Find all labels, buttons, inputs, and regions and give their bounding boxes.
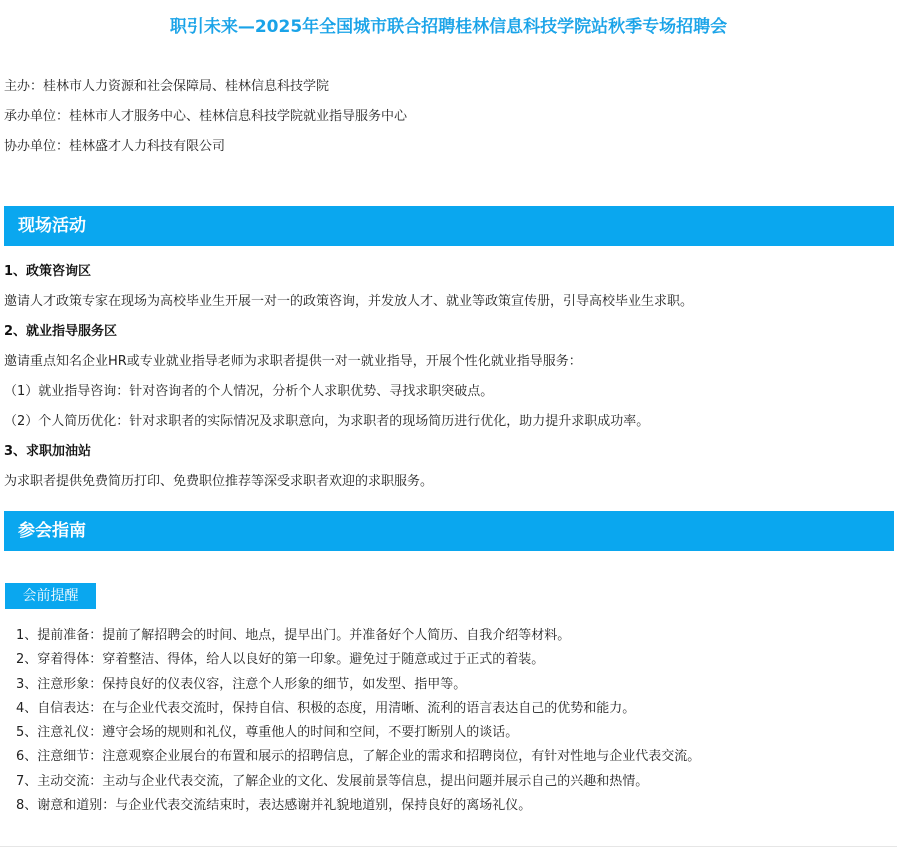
list-item: 3、注意形象：保持良好的仪表仪容，注意个人形象的细节，如发型、指甲等。 [16,676,467,692]
list-item: 4、自信表达：在与企业代表交流时，保持自信、积极的态度，用清晰、流利的语言表达自己的优势和能力。 [16,700,636,716]
section-header-guide: 参会指南 [4,511,894,551]
zone1-heading: 1、政策咨询区 [4,264,92,279]
co-organizer-line: 协办单位：桂林盛才人力科技有限公司 [4,139,226,154]
zone1-text: 邀请人才政策专家在现场为高校毕业生开展一对一的政策咨询，并发放人才、就业等政策宣传册，引导高校毕业生求职。 [4,294,694,309]
list-item: 6、注意细节：注意观察企业展台的布置和展示的招聘信息，了解企业的需求和招聘岗位，有针对性地与企业代表交流。 [16,749,701,765]
list-item: 7、主动交流：主动与企业代表交流，了解企业的文化、发展前景等信息，提出问题并展示自己的兴趣和热情。 [16,773,649,789]
list-item: 8、谢意和道别：与企业代表交流结束时，表达感谢并礼貌地道别，保持良好的离场礼仪。 [16,798,532,814]
zone2-item2: （2）个人简历优化：针对求职者的实际情况及求职意向，为求职者的现场简历进行优化，助力提升求职成功率。 [4,414,650,429]
list-item: 5、注意礼仪：遵守会场的规则和礼仪，尊重他人的时间和空间，不要打断别人的谈话。 [16,725,519,741]
list-item: 2、穿着得体：穿着整洁、得体，给人以良好的第一印象。避免过于随意或过于正式的着装。 [16,652,545,668]
zone2-item1: （1）就业指导咨询：针对咨询者的个人情况，分析个人求职优势、寻找求职突破点。 [4,384,494,399]
host-line: 主办：桂林市人力资源和社会保障局、桂林信息科技学院 [4,79,330,94]
section-header-onsite: 现场活动 [4,206,894,246]
tips-list [16,627,700,821]
list-item: 1、提前准备：提前了解招聘会的时间、地点，提早出门。并准备好个人简历、自我介绍等材料。 [16,628,571,643]
organizer-line: 承办单位：桂林市人才服务中心、桂林信息科技学院就业指导服务中心 [4,109,408,124]
reminder-tag: 会前提醒 [5,583,96,609]
zone2-text: 邀请重点知名企业HR或专业就业指导老师为求职者提供一对一就业指导，开展个性化就业指导服务： [4,354,582,369]
zone3-heading: 3、求职加油站 [4,444,92,459]
zone2-heading: 2、就业指导服务区 [4,324,118,339]
zone3-text: 为求职者提供免费简历打印、免费职位推荐等深受求职者欢迎的求职服务。 [4,474,434,489]
page-title: 职引未来—2025年全国城市联合招聘桂林信息科技学院站秋季专场招聘会 [169,17,728,37]
bottom-divider [0,846,897,847]
